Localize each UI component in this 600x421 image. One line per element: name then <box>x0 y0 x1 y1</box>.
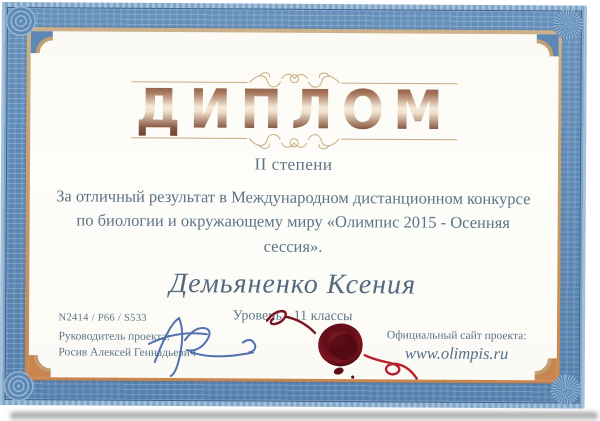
frame-gold-rule <box>25 27 562 383</box>
frame-outer-edge <box>0 2 587 409</box>
recipient-name: Демьяненко Ксения <box>169 267 417 301</box>
level-line: Уровень - 11 классы <box>232 308 353 324</box>
diploma-title: ДИПЛОМ <box>135 77 453 142</box>
certificate-number: N2414 / P66 / S533 <box>58 311 147 324</box>
sheet-shadow <box>10 412 598 420</box>
wax-seal-icon <box>317 323 362 378</box>
site-url: www.olimpis.ru <box>404 342 509 363</box>
signature-icon <box>148 317 255 376</box>
diploma-sheet <box>0 2 587 409</box>
leader-name: Росив Алексей Геннадьевич <box>58 345 196 359</box>
signature-and-seal <box>146 299 427 393</box>
leader-label: Руководитель проекта: <box>58 329 170 343</box>
frame-guilloche-band <box>5 7 582 404</box>
award-text: За отличный результат в Международном дистанционном конкурсе по биологии и окружающему миру «Олимпис 2015 - Осенняя сессия». <box>56 185 531 256</box>
site-block <box>387 329 527 364</box>
ribbon-left <box>266 311 314 333</box>
site-label: Официальный сайт проекта: <box>386 328 527 342</box>
certificate-paper <box>28 31 558 380</box>
flourish-bottom-icon <box>129 132 459 151</box>
degree-line: II степени <box>254 154 333 174</box>
